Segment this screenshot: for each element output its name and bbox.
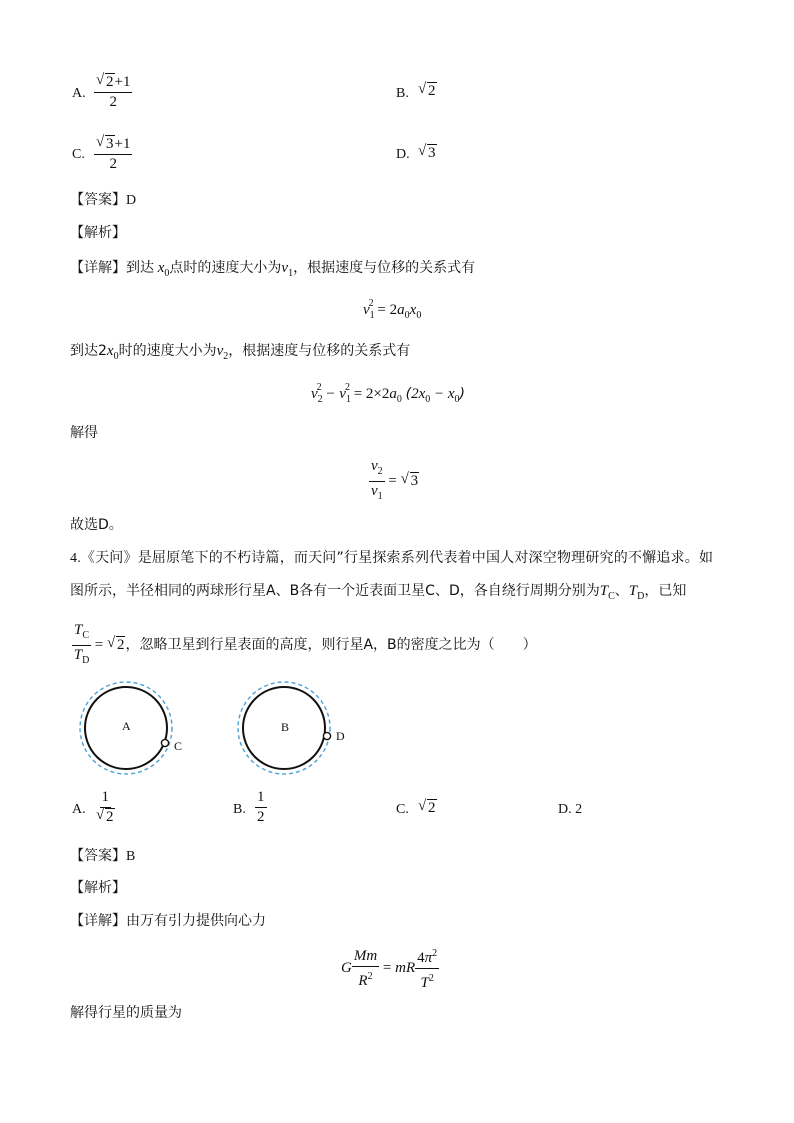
option-d-label: D. (396, 147, 410, 162)
planet-b-label: B (281, 720, 290, 734)
q4-stem-line-2: 图所示，半径相同的两球形行星A、B各有一个近表面卫星C、D，各自绕行周期分别为$T_C$、$T_D$，已知 (70, 583, 687, 602)
option-b-expression: √ 2 (418, 83, 437, 100)
q4-option-c-label: C. (396, 802, 409, 817)
equation-1: $v_1^2 = 2a_0x_0$ (363, 298, 422, 321)
satellite-d (323, 732, 330, 739)
q4-stem-line-1: 4.《天问》是屈原笔下的不朽诗篇，而天问”行星探索系列代表着中国人对深空物理研究的不懈追求。如 (70, 550, 714, 566)
satellite-d-label: D (336, 729, 345, 743)
q4-option-a-label: A. (72, 802, 86, 817)
satellite-c (161, 739, 168, 746)
q4-detail-line: 【详解】由万有引力提供向心力 (70, 913, 266, 929)
q4-analysis-tag: 【解析】 (70, 880, 126, 896)
q4-option-d: D. 2 (558, 802, 583, 817)
option-a-expression: √ $\frac{2+1}{2}$ (94, 74, 132, 111)
q4-mass-line: 解得行星的质量为 (70, 1005, 182, 1021)
q4-option-b-expression: $\frac{1}{2}$ (257, 789, 265, 825)
answer-line: 【答案】D (70, 192, 137, 208)
analysis-tag: 【解析】 (70, 225, 126, 241)
option-c-label: C. (72, 147, 85, 162)
q4-equation-gravity: G $\frac{Mm}{R^2}$ = mR $\frac{4\pi^2}{T^2}$ (341, 945, 439, 992)
satellite-c-label: C (174, 739, 183, 753)
detail-line-1: 【详解】到达 $x_0$点时的速度大小为$v_1$，根据速度与位移的关系式有 (70, 260, 476, 279)
planet-orbit-figure (70, 680, 370, 780)
equation-2: $v_2^2 - v_1^2 = 2\times 2a_0$ $(2x_0 - x_0)$ (311, 382, 466, 405)
q4-option-c-expression: √ 2 (418, 800, 437, 817)
option-d-expression: √ 3 (418, 145, 437, 162)
equation-3: $\frac{v_2}{v_1}$ = √ 3 (369, 458, 419, 505)
q4-option-b-label: B. (233, 802, 246, 817)
conclusion-text: 故选D。 (70, 517, 123, 533)
planet-a-label: A (122, 719, 131, 733)
q4-stem-line-3: $\frac{T_C}{T_D}$ = √ 2，忽略卫星到行星表面的高度，则行星A，B的密度之比为（ ） (72, 622, 537, 669)
option-a-label: A. (72, 86, 86, 101)
detail-line-2: 到达$2x_0$时的速度大小为$v_2$，根据速度与位移的关系式有 (70, 343, 411, 362)
option-c-expression: √ $\frac{3+1}{2}$ (94, 136, 132, 173)
q4-answer-line: 【答案】B (70, 848, 136, 864)
q4-option-a-expression: 1 √ 2 (96, 789, 115, 826)
option-b-label: B. (396, 86, 409, 101)
solve-text: 解得 (70, 425, 98, 441)
